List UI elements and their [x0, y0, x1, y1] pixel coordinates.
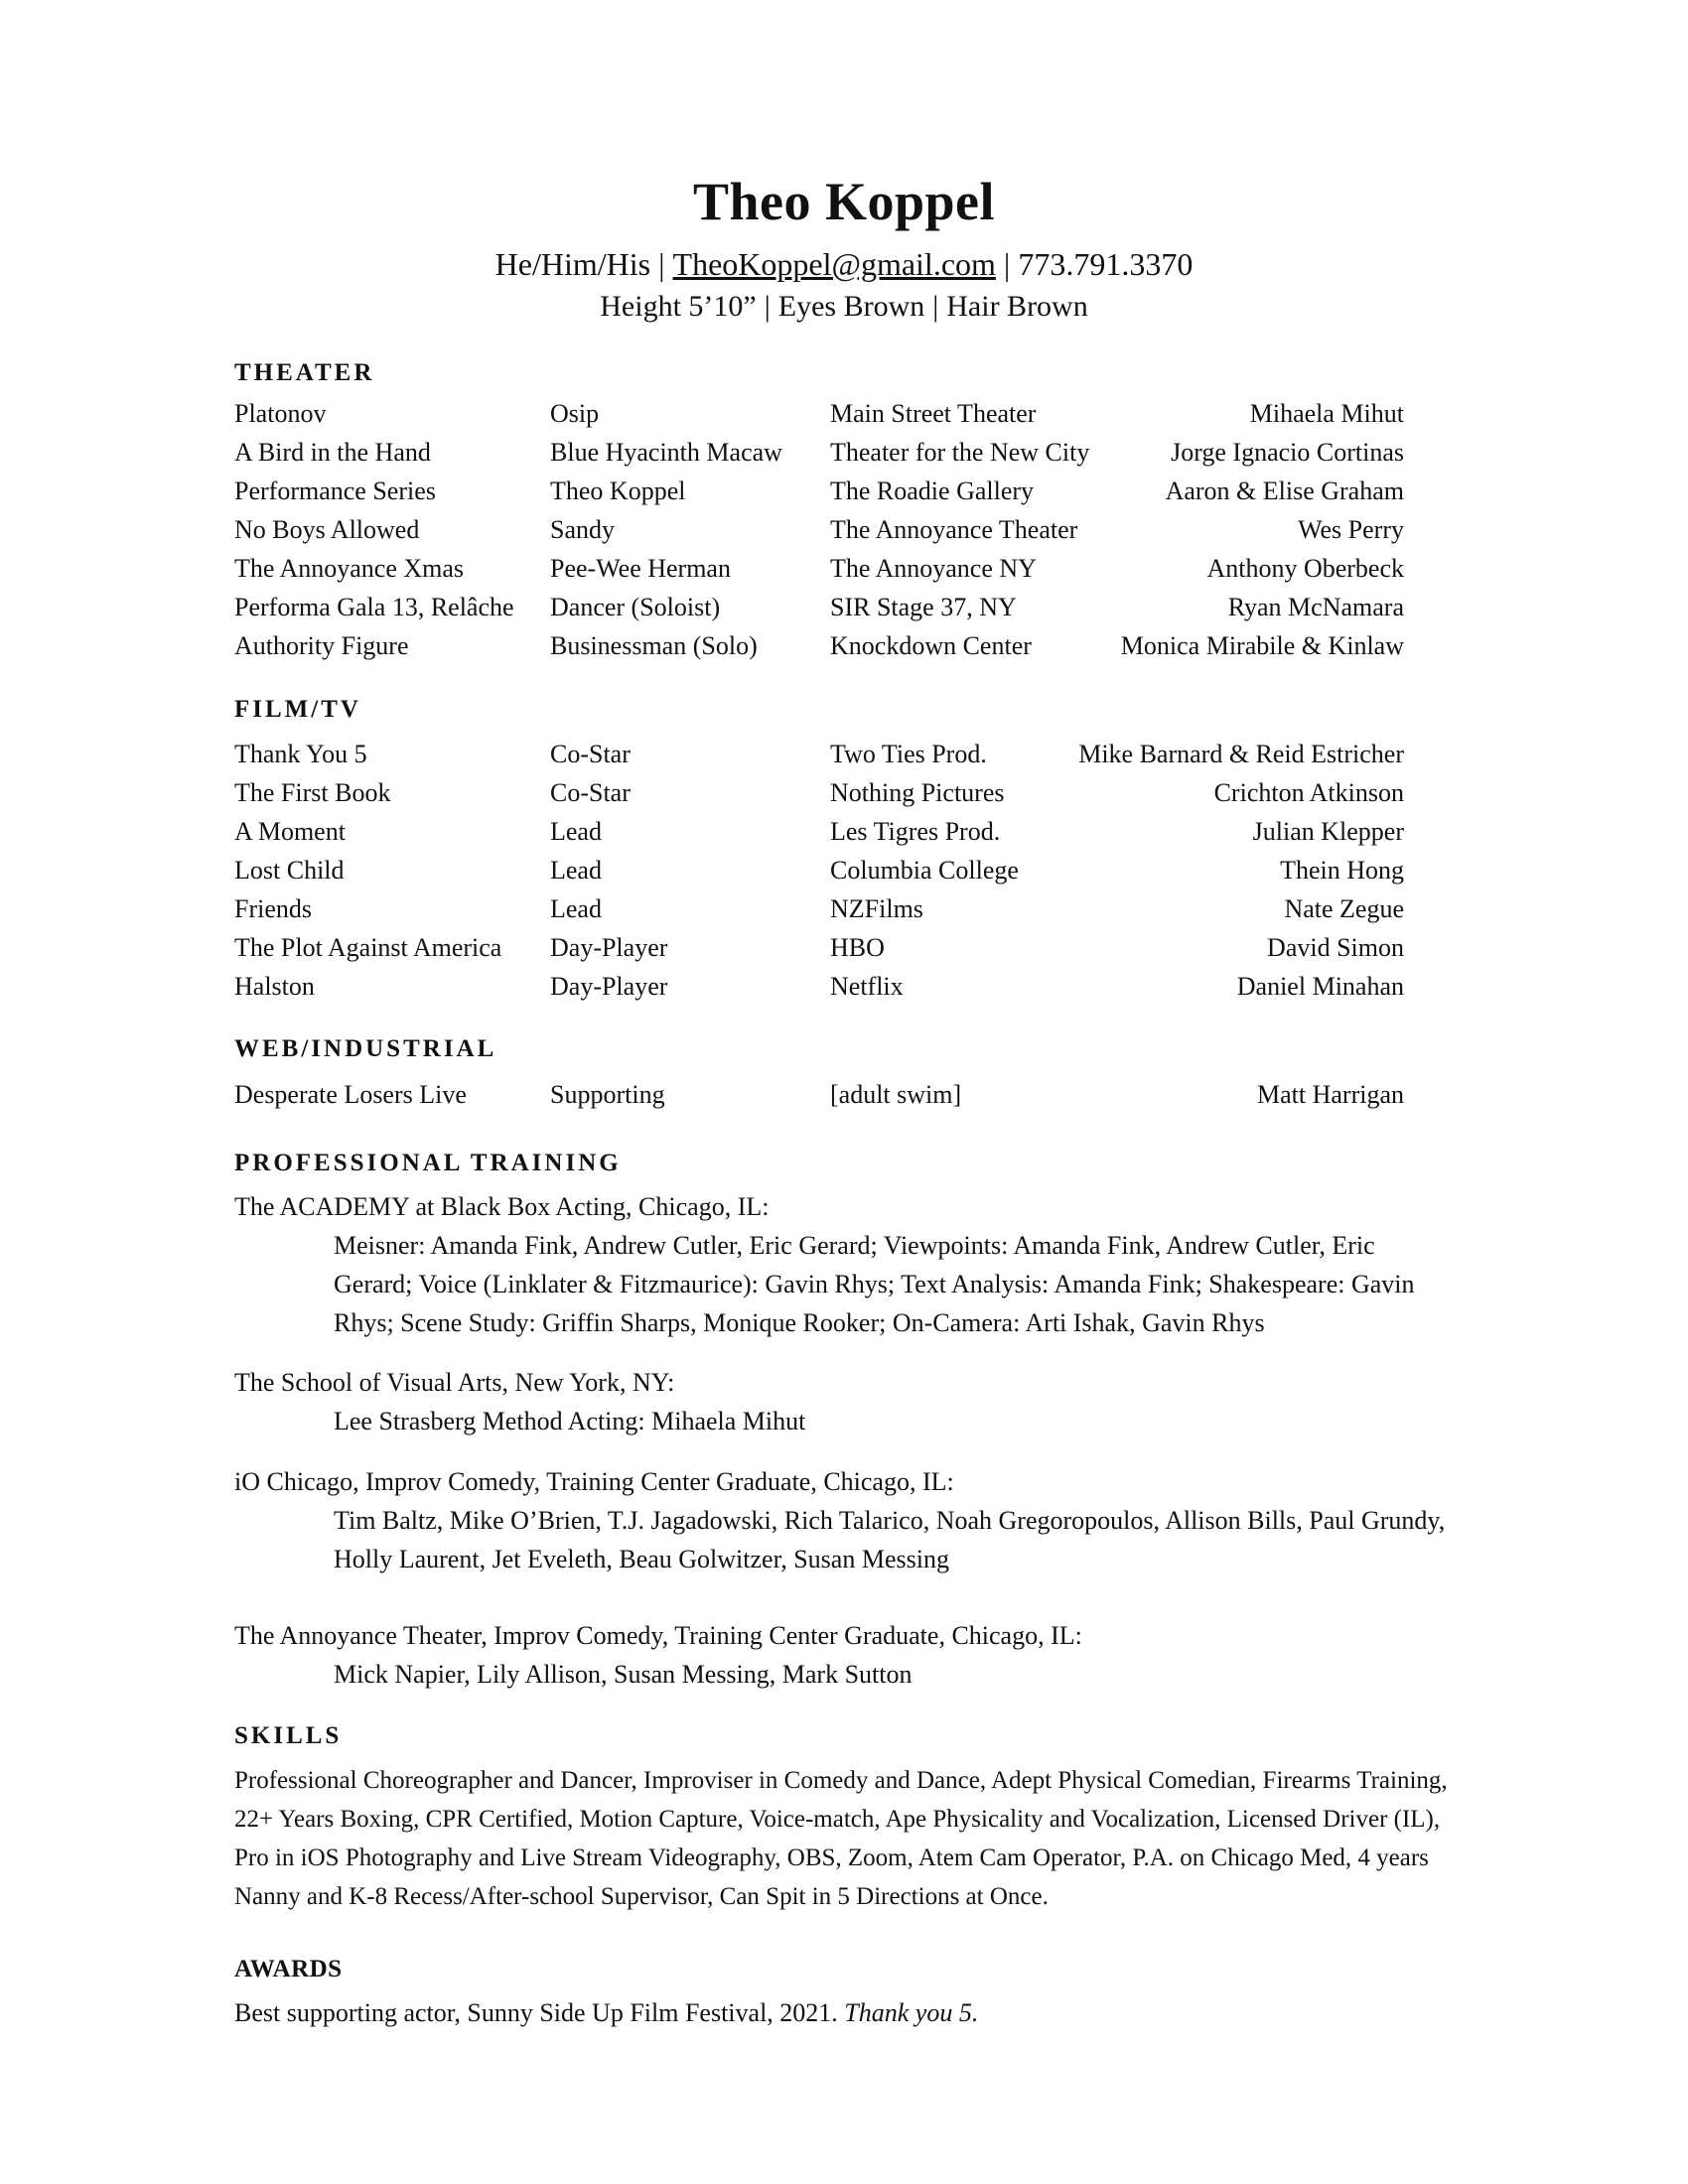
credit-director: Thein Hong [1280, 856, 1404, 885]
eye-color: Eyes Brown [777, 290, 925, 323]
theater-heading: THEATER [234, 359, 375, 386]
credit-row [234, 549, 1404, 588]
credit-director: Wes Perry [1298, 515, 1404, 544]
training-school: The ACADEMY at Black Box Acting, Chicago, IL: [234, 1192, 770, 1221]
contact-line [0, 246, 1688, 283]
credit-role: Co-Star [550, 740, 631, 768]
separator: | [932, 290, 939, 323]
credit-row [234, 588, 1404, 626]
credit-venue: Knockdown Center [830, 631, 1032, 660]
credit-venue: SIR Stage 37, NY [830, 593, 1017, 621]
phone-number: 773.791.3370 [1018, 246, 1194, 282]
credit-production: Columbia College [830, 856, 1019, 885]
training-details: Mick Napier, Lily Allison, Susan Messing, Mark Sutton [334, 1660, 913, 1689]
separator: | [764, 290, 771, 323]
credit-production: Netflix [830, 972, 904, 1001]
credit-title: Performa Gala 13, Relâche [234, 593, 514, 621]
training-school: The School of Visual Arts, New York, NY: [234, 1368, 675, 1397]
credit-role: Sandy [550, 515, 615, 544]
skills-text: Professional Choreographer and Dancer, Improviser in Comedy and Dance, Adept Physical Comedian, Firearms Training, 22+ Years Boxing, CPR Certified, Motion Capture, Voice-match, Ape Physicality and Vocalization, Licensed Driver (IL), Pro in iOS Photography and Live Stream Videography, OBS, Zoom, Atem Cam Operator, P.A. on Chicago Med, 4 years Nanny and K-8 Recess/After-school Supervisor, Can Spit in 5 Directions at Once. [234, 1767, 1448, 1910]
credit-production: Les Tigres Prod. [830, 817, 1001, 846]
credit-director: Anthony Oberbeck [1206, 554, 1404, 583]
credit-production: NZFilms [830, 894, 923, 923]
credit-row [234, 433, 1404, 472]
credit-production: [adult swim] [830, 1080, 962, 1109]
credit-row [234, 1075, 1404, 1114]
credit-title: A Moment [234, 817, 346, 846]
credit-title: A Bird in the Hand [234, 438, 431, 467]
credit-role: Theo Koppel [550, 477, 686, 505]
credit-title: Thank You 5 [234, 740, 367, 768]
credit-title: Halston [234, 972, 315, 1001]
credit-row [234, 967, 1404, 1006]
credit-venue: Main Street Theater [830, 399, 1037, 428]
credit-row [234, 928, 1404, 967]
credit-role: Pee-Wee Herman [550, 554, 731, 583]
actor-name: Theo Koppel [692, 172, 996, 231]
web-industrial-credits [234, 1075, 1404, 1114]
award-film: Thank you 5. [844, 1998, 979, 2027]
credit-role: Blue Hyacinth Macaw [550, 438, 782, 467]
credit-title: The Annoyance Xmas [234, 554, 465, 583]
credit-role: Day-Player [550, 933, 668, 962]
credit-director: Matt Harrigan [1256, 1080, 1404, 1109]
award-entry [234, 1993, 1476, 2032]
credit-director: Crichton Atkinson [1213, 778, 1404, 807]
pronouns: He/Him/His [494, 246, 651, 282]
credit-director: David Simon [1267, 933, 1404, 962]
training-details: Meisner: Amanda Fink, Andrew Cutler, Eric Gerard; Viewpoints: Amanda Fink, Andrew Cutler, Eric Gerard; Voice (Linklater & Fitzmaurice): Gavin Rhys; Text Analysis: Amanda Fink; Shakespeare: Gavin Rhys; Scene Study: Griffin Sharps, Monique Rooker; On-Camera: Arti Ishak, Gavin Rhys [334, 1231, 1415, 1337]
theater-credits [234, 394, 1404, 665]
credit-venue: The Roadie Gallery [830, 477, 1035, 505]
training-heading: PROFESSIONAL TRAINING [234, 1150, 622, 1176]
credit-director: Jorge Ignacio Cortinas [1171, 438, 1404, 467]
credit-director: Julian Klepper [1252, 817, 1404, 846]
email-link[interactable]: TheoKoppel@gmail.com [672, 246, 996, 282]
skills-heading: SKILLS [234, 1722, 343, 1749]
hair-color: Hair Brown [946, 290, 1088, 323]
training-school: iO Chicago, Improv Comedy, Training Center Graduate, Chicago, IL: [234, 1467, 954, 1496]
credit-role: Dancer (Soloist) [550, 593, 721, 621]
separator: | [1003, 246, 1011, 282]
credit-director: Ryan McNamara [1227, 593, 1404, 621]
training-school: The Annoyance Theater, Improv Comedy, Training Center Graduate, Chicago, IL: [234, 1621, 1082, 1650]
credit-title: Desperate Losers Live [234, 1080, 467, 1109]
credit-title: Authority Figure [234, 631, 409, 660]
credit-role: Lead [550, 817, 602, 846]
credit-director: Mike Barnard & Reid Estricher [1078, 740, 1404, 768]
credit-title: Performance Series [234, 477, 436, 505]
credit-row [234, 812, 1404, 851]
web-industrial-heading: WEB/INDUSTRIAL [234, 1035, 497, 1062]
credit-venue: The Annoyance Theater [830, 515, 1078, 544]
credit-venue: The Annoyance NY [830, 554, 1037, 583]
training-details: Tim Baltz, Mike O’Brien, T.J. Jagadowski, Rich Talarico, Noah Gregoropoulos, Allison Bills, Paul Grundy, Holly Laurent, Jet Eveleth, Beau Golwitzer, Susan Messing [334, 1506, 1446, 1573]
awards-heading: AWARDS [234, 1956, 343, 1982]
credit-role: Businessman (Solo) [550, 631, 758, 660]
credit-row [234, 773, 1404, 812]
stats-line [0, 290, 1688, 324]
credit-row [234, 510, 1404, 549]
separator: | [658, 246, 665, 282]
credit-production: Two Ties Prod. [830, 740, 987, 768]
credit-production: HBO [830, 933, 885, 962]
credit-title: Platonov [234, 399, 327, 428]
credit-venue: Theater for the New City [830, 438, 1090, 467]
credit-row [234, 394, 1404, 433]
credit-row [234, 626, 1404, 665]
credit-director: Monica Mirabile & Kinlaw [1120, 631, 1404, 660]
credit-title: The First Book [234, 778, 391, 807]
credit-title: Lost Child [234, 856, 345, 885]
credit-role: Lead [550, 856, 602, 885]
credit-director: Mihaela Mihut [1249, 399, 1404, 428]
film-tv-heading: FILM/TV [234, 696, 361, 723]
credit-director: Nate Zegue [1284, 894, 1404, 923]
training-details: Lee Strasberg Method Acting: Mihaela Mihut [334, 1407, 806, 1435]
credit-role: Lead [550, 894, 602, 923]
credit-role: Osip [550, 399, 600, 428]
credit-title: The Plot Against America [234, 933, 502, 962]
credit-director: Aaron & Elise Graham [1165, 477, 1404, 505]
credit-production: Nothing Pictures [830, 778, 1005, 807]
credit-title: No Boys Allowed [234, 515, 420, 544]
credit-row [234, 851, 1404, 889]
credit-row [234, 472, 1404, 510]
credit-role: Day-Player [550, 972, 668, 1001]
credit-director: Daniel Minahan [1236, 972, 1404, 1001]
height: Height 5’10” [600, 290, 757, 323]
credit-role: Co-Star [550, 778, 631, 807]
credit-row [234, 889, 1404, 928]
credit-row [234, 735, 1404, 773]
credit-title: Friends [234, 894, 312, 923]
award-text: Best supporting actor, Sunny Side Up Film Festival, 2021. [234, 1998, 838, 2027]
film-tv-credits [234, 735, 1404, 1006]
credit-role: Supporting [550, 1080, 665, 1109]
